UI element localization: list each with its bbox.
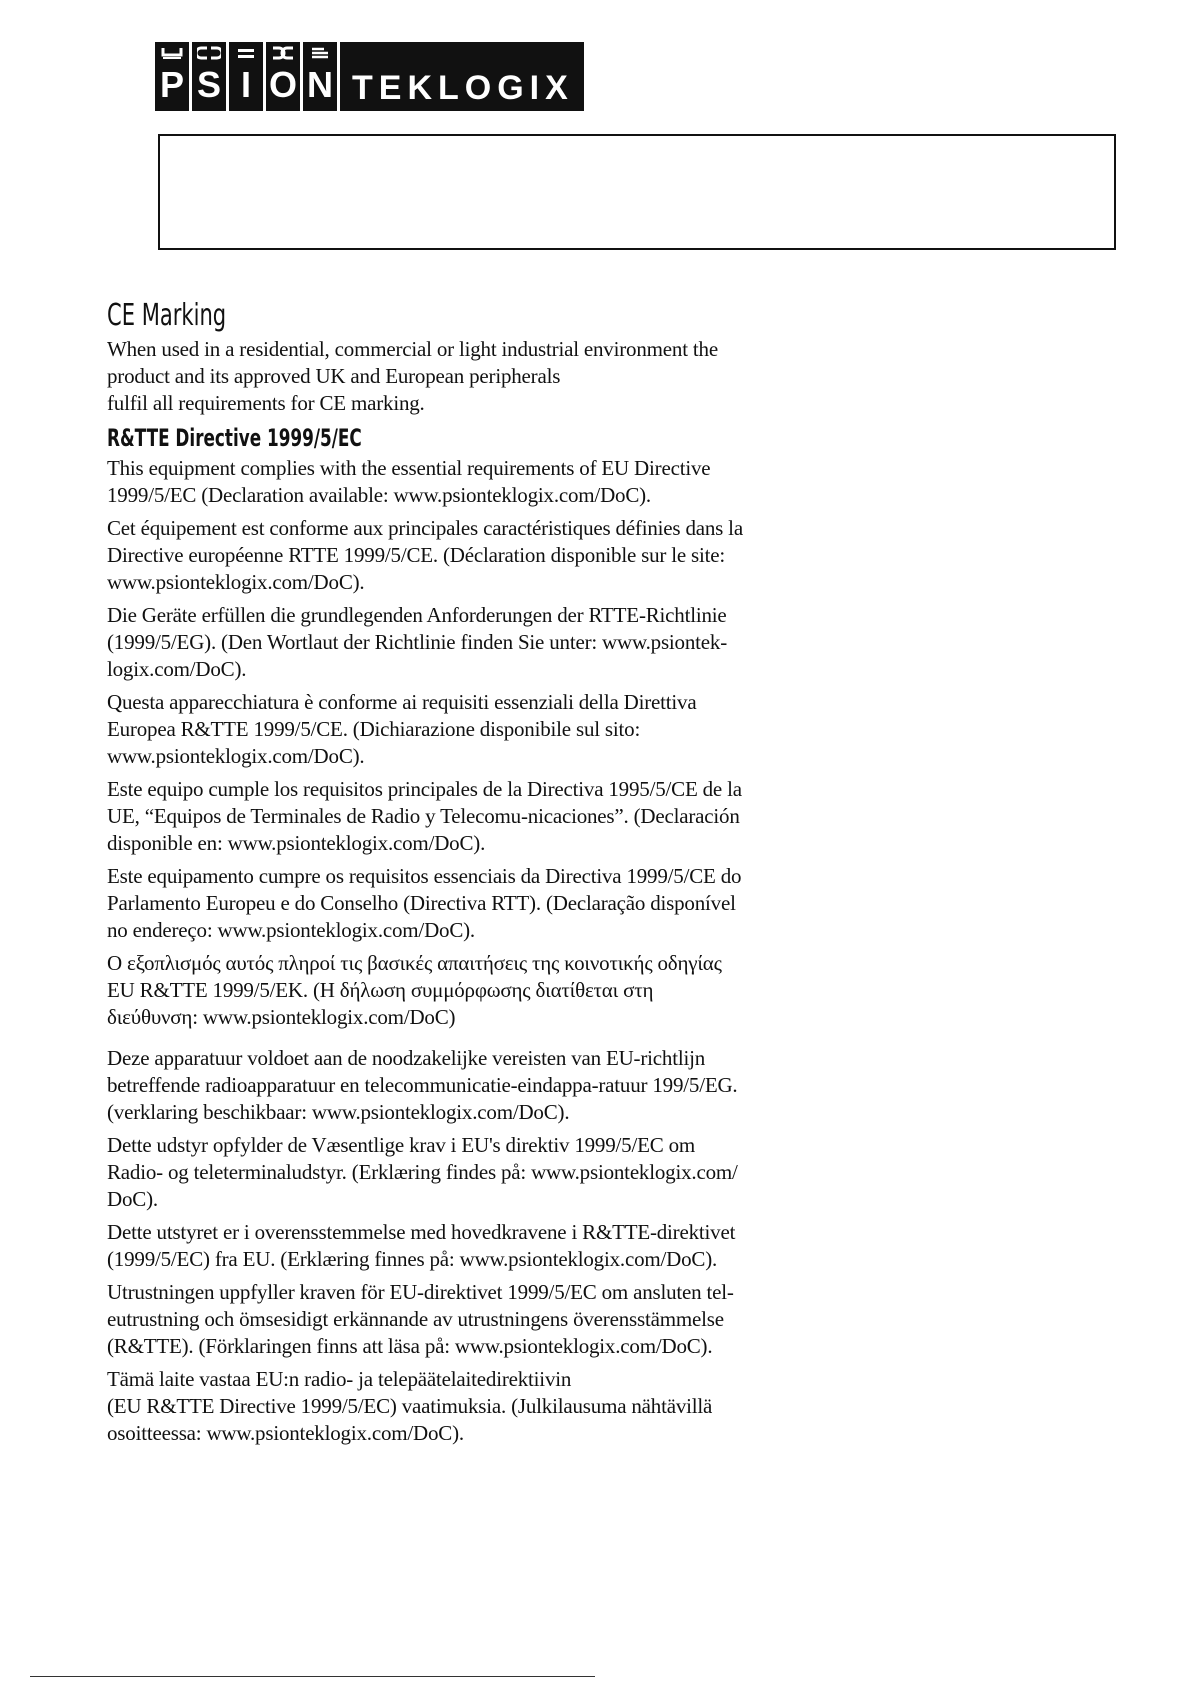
paragraph-german <box>107 602 847 683</box>
text-line: (verklaring beschikbaar: www.psionteklogix.com/DoC). <box>107 1100 570 1124</box>
logo-letter: N <box>307 64 333 105</box>
text-line: DoC). <box>107 1187 158 1211</box>
paragraph-portuguese <box>107 863 847 944</box>
logo-cell-p <box>155 42 192 111</box>
logo-cell-i <box>229 42 266 111</box>
ce-marking-paragraph <box>107 336 847 417</box>
text-line: Dette utstyret er i overensstemmelse med hovedkravene i R&TTE-direktivet <box>107 1220 736 1244</box>
logo-glyph-icon <box>192 42 226 64</box>
logo-cell-n <box>303 42 337 111</box>
text-line: (R&TTE). (Förklaringen finns att läsa på: www.psionteklogix.com/DoC). <box>107 1334 713 1358</box>
logo-glyph-icon <box>229 42 263 64</box>
paragraph-finnish <box>107 1366 847 1447</box>
logo-letter: P <box>159 64 184 105</box>
logo-letter-blocks <box>155 42 337 111</box>
paragraph-norwegian <box>107 1219 847 1273</box>
text-line: Questa apparecchiatura è conforme ai requisiti essenziali della Direttiva <box>107 690 697 714</box>
paragraph-french <box>107 515 847 596</box>
logo-glyph-icon <box>155 42 189 64</box>
text-line: (1999/5/EC) fra EU. (Erklæring finnes på: www.psionteklogix.com/DoC). <box>107 1247 718 1271</box>
text-line: osoitteessa: www.psionteklogix.com/DoC). <box>107 1421 464 1445</box>
text-line: 1999/5/EC (Declaration available: www.psionteklogix.com/DoC). <box>107 483 651 507</box>
rtte-directive-heading: R&TTE Directive 1999/5/EC <box>107 424 362 452</box>
psion-teklogix-logo <box>155 42 584 111</box>
text-line: no endereço: www.psionteklogix.com/DoC). <box>107 918 475 942</box>
paragraph-swedish <box>107 1279 847 1360</box>
text-line: Parlamento Europeu e do Conselho (Directiva RTT). (Declaração disponível <box>107 891 736 915</box>
paragraph-italian <box>107 689 847 770</box>
logo-wordmark: TEKLOGIX <box>337 42 584 111</box>
text-line: disponible en: www.psionteklogix.com/DoC). <box>107 831 486 855</box>
text-line: EU R&TTE 1999/5/EK. (Η δήλωση συμμόρφωσης διατίθεται στη <box>107 978 654 1002</box>
text-line: Dette udstyr opfylder de Væsentlige krav i EU's direktiv 1999/5/EC om <box>107 1133 696 1157</box>
text-line: διεύθυνση: www.psionteklogix.com/DoC) <box>107 1005 456 1029</box>
text-line: Ο εξοπλισμός αυτός πληροί τις βασικές απαιτήσεις της κοινοτικής οδηγίας <box>107 951 722 975</box>
text-line: Europea R&TTE 1999/5/CE. (Dichiarazione disponibile sul sito: <box>107 717 641 741</box>
text-line: Directive européenne RTTE 1999/5/CE. (Déclaration disponible sur le site: <box>107 543 726 567</box>
logo-letter: O <box>268 64 297 105</box>
paragraph-dutch <box>107 1045 847 1126</box>
text-line: Utrustningen uppfyller kraven för EU-direktivet 1999/5/EC om ansluten tel- <box>107 1280 734 1304</box>
logo-letter: S <box>196 64 221 105</box>
text-line: product and its approved UK and European peripherals <box>107 364 561 388</box>
logo-glyph-icon <box>303 42 337 64</box>
text-line: betreffende radioapparatuur en telecommunicatie-eindappa-ratuur 199/5/EG. <box>107 1073 738 1097</box>
text-line: www.psionteklogix.com/DoC). <box>107 744 365 768</box>
text-line: UE, “Equipos de Terminales de Radio y Telecomu-nicaciones”. (Declaración <box>107 804 740 828</box>
text-line: logix.com/DoC). <box>107 657 247 681</box>
text-line: www.psionteklogix.com/DoC). <box>107 570 365 594</box>
text-line: Este equipamento cumpre os requisitos essenciais da Directiva 1999/5/CE do <box>107 864 742 888</box>
text-line: This equipment complies with the essential requirements of EU Directive <box>107 456 711 480</box>
header-frame <box>158 134 1116 250</box>
paragraph-spanish <box>107 776 847 857</box>
logo-glyph-icon <box>266 42 300 64</box>
paragraph-danish <box>107 1132 847 1213</box>
text-line: Tämä laite vastaa EU:n radio- ja telepäätelaitedirektiivin <box>107 1367 572 1391</box>
footer-rule <box>30 1676 595 1677</box>
text-line: Este equipo cumple los requisitos principales de la Directiva 1995/5/CE de la <box>107 777 742 801</box>
text-line: Deze apparatuur voldoet aan de noodzakelijke vereisten van EU-richtlijn <box>107 1046 706 1070</box>
logo-cell-s <box>192 42 229 111</box>
text-line: Cet équipement est conforme aux principales caractéristiques définies dans la <box>107 516 743 540</box>
text-line: Die Geräte erfüllen die grundlegenden Anforderungen der RTTE-Richtlinie <box>107 603 727 627</box>
ce-marking-heading: CE Marking <box>107 298 227 333</box>
text-line: (EU R&TTE Directive 1999/5/EC) vaatimuksia. (Julkilausuma nähtävillä <box>107 1394 713 1418</box>
text-line: Radio- og teleterminaludstyr. (Erklæring findes på: www.psionteklogix.com/ <box>107 1160 738 1184</box>
paragraph-greek <box>107 950 847 1031</box>
paragraph-english <box>107 455 847 509</box>
text-line: (1999/5/EG). (Den Wortlaut der Richtlinie finden Sie unter: www.psiontek- <box>107 630 727 654</box>
logo-cell-o <box>266 42 303 111</box>
text-line: fulfil all requirements for CE marking. <box>107 391 425 415</box>
text-line: eutrustning och ömsesidigt erkännande av utrustningens överensstämmelse <box>107 1307 724 1331</box>
text-line: When used in a residential, commercial or light industrial environment the <box>107 337 718 361</box>
document-body <box>107 296 847 1453</box>
logo-letter: I <box>240 64 251 105</box>
